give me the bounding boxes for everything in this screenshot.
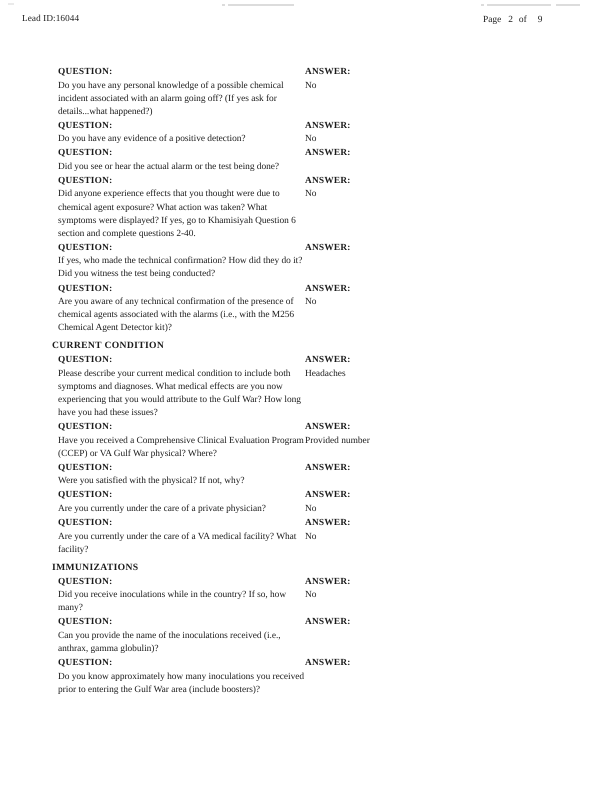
qa-block bbox=[52, 576, 560, 616]
qa-block bbox=[52, 120, 560, 147]
qa-block bbox=[52, 283, 560, 336]
scan-artifact bbox=[8, 3, 14, 5]
qa-block bbox=[52, 657, 560, 697]
question-text: Do you have any evidence of a positive detection? bbox=[58, 134, 246, 145]
page-number-of: of bbox=[518, 15, 527, 25]
qa-text-row bbox=[52, 133, 560, 146]
page-number-label: Page bbox=[483, 15, 502, 25]
qa-text-row bbox=[52, 503, 560, 516]
question-text: Did you receive inoculations while in the country? If so, how many? bbox=[58, 590, 287, 614]
question-label: QUESTION: bbox=[58, 490, 113, 501]
question-text: Are you aware of any technical confirmation of the presence of chemical agents associated with the alarms (i.e., with the M256 Chemical Agent Detector kit)? bbox=[58, 297, 295, 334]
answer-label: ANSWER: bbox=[305, 490, 351, 501]
qa-block bbox=[52, 616, 560, 656]
answer-text: Headaches bbox=[305, 368, 346, 379]
qa-label-row bbox=[52, 421, 560, 435]
answer-text: No bbox=[305, 189, 317, 200]
question-text: Can you provide the name of the inoculations received (i.e., anthrax, gamma globulin)? bbox=[58, 630, 281, 655]
answer-label: ANSWER: bbox=[305, 283, 351, 294]
qa-label-row bbox=[52, 175, 560, 189]
question-text: Are you currently under the care of a VA medical facility? What facility? bbox=[58, 531, 297, 555]
qa-block bbox=[52, 175, 560, 241]
qa-block bbox=[52, 517, 560, 557]
answer-label: ANSWER: bbox=[305, 576, 351, 587]
question-text: Please describe your current medical condition to include both symptoms and diagnoses. What medical effects are you now experiencing that you would attribute to the Gulf War? How long have you had these issues? bbox=[58, 368, 301, 419]
qa-block bbox=[52, 421, 560, 461]
qa-block bbox=[52, 462, 560, 489]
question-label: QUESTION: bbox=[58, 283, 113, 294]
qa-label-row bbox=[52, 616, 560, 630]
qa-text-row bbox=[52, 296, 560, 335]
qa-text-row bbox=[52, 188, 560, 240]
answer-label: ANSWER: bbox=[305, 617, 351, 628]
question-text: Did anyone experience effects that you thought were due to chemical agent exposure? What action was taken? What symptoms were displayed? If yes, go to Khamisiyah Question 6 section and complete questions 2-40. bbox=[58, 189, 296, 239]
answer-text: No bbox=[305, 134, 317, 145]
qa-block bbox=[52, 66, 560, 119]
qa-label-row bbox=[52, 576, 560, 590]
answer-label: ANSWER: bbox=[305, 67, 351, 77]
question-text: If yes, who made the technical confirmation? How did they do it? Did you witness the test being conducted? bbox=[58, 256, 303, 280]
scan-artifact bbox=[228, 4, 294, 6]
qa-text-row bbox=[52, 255, 560, 281]
qa-text-row bbox=[52, 435, 560, 461]
question-label: QUESTION: bbox=[58, 518, 113, 529]
answer-label: ANSWER: bbox=[305, 355, 351, 366]
answer-label: ANSWER: bbox=[305, 148, 351, 159]
question-label: QUESTION: bbox=[58, 242, 113, 253]
question-text: Are you currently under the care of a private physician? bbox=[58, 503, 266, 514]
question-label: QUESTION: bbox=[58, 120, 113, 131]
answer-label: ANSWER: bbox=[305, 462, 351, 473]
qa-label-row bbox=[52, 354, 560, 368]
answer-text: No bbox=[305, 590, 317, 601]
answer-label: ANSWER: bbox=[305, 422, 351, 433]
answer-text: No bbox=[305, 80, 317, 91]
section-heading: CURRENT CONDITION bbox=[52, 340, 165, 352]
qa-label-row bbox=[52, 489, 560, 503]
qa-label-row bbox=[52, 120, 560, 134]
question-text: Were you satisfied with the physical? If not, why? bbox=[58, 476, 245, 487]
question-label: QUESTION: bbox=[58, 576, 113, 587]
lead-id: Lead ID:16044 bbox=[22, 13, 80, 23]
page-number-current: 2 bbox=[508, 15, 513, 25]
question-label: QUESTION: bbox=[58, 658, 113, 669]
qa-text-row bbox=[52, 161, 560, 174]
qa-text-row bbox=[52, 80, 560, 119]
answer-label: ANSWER: bbox=[305, 518, 351, 529]
qa-block bbox=[52, 489, 560, 516]
page-header bbox=[0, 13, 612, 29]
qa-label-row bbox=[52, 242, 560, 256]
answer-label: ANSWER: bbox=[305, 175, 351, 186]
answer-text: No bbox=[305, 531, 317, 542]
answer-label: ANSWER: bbox=[305, 120, 351, 131]
question-label: QUESTION: bbox=[58, 422, 113, 433]
page-number-total: 9 bbox=[537, 15, 543, 25]
qa-block bbox=[52, 147, 560, 174]
answer-label: ANSWER: bbox=[305, 242, 351, 253]
qa-text-row bbox=[52, 671, 560, 697]
question-text: Have you received a Comprehensive Clinical Evaluation Program (CCEP) or VA Gulf War physical? Where? bbox=[58, 435, 304, 459]
qa-text-row bbox=[52, 531, 560, 557]
qa-text-row bbox=[52, 589, 560, 615]
qa-label-row bbox=[52, 147, 560, 161]
page-number bbox=[483, 15, 542, 25]
scan-artifact bbox=[556, 4, 580, 6]
question-label: QUESTION: bbox=[58, 355, 113, 366]
question-label: QUESTION: bbox=[58, 462, 113, 473]
answer-text: No bbox=[305, 503, 317, 514]
question-label: QUESTION: bbox=[58, 175, 113, 186]
scan-artifact bbox=[487, 4, 551, 6]
qa-text-row bbox=[52, 475, 560, 488]
answer-text: Provided number bbox=[305, 435, 370, 446]
qa-label-row bbox=[52, 66, 560, 80]
answer-label: ANSWER: bbox=[305, 658, 351, 669]
question-label: QUESTION: bbox=[58, 67, 113, 77]
qa-text-row bbox=[52, 368, 560, 420]
answer-text: No bbox=[305, 297, 317, 308]
section-heading: IMMUNIZATIONS bbox=[52, 561, 139, 573]
qa-block bbox=[52, 354, 560, 420]
question-text: Do you know approximately how many inoculations you received prior to entering the Gulf War area (include boosters)? bbox=[58, 671, 305, 695]
questionnaire-body bbox=[52, 66, 560, 698]
qa-label-row bbox=[52, 657, 560, 671]
qa-block bbox=[52, 242, 560, 282]
scan-artifact bbox=[222, 4, 225, 6]
question-text: Do you have any personal knowledge of a possible chemical incident associated with an alarm going off? (If yes ask for details...what happened?) bbox=[58, 80, 284, 117]
question-label: QUESTION: bbox=[58, 148, 113, 159]
qa-text-row bbox=[52, 630, 560, 656]
qa-label-row bbox=[52, 283, 560, 297]
qa-label-row bbox=[52, 517, 560, 531]
question-text: Did you see or hear the actual alarm or the test being done? bbox=[58, 161, 280, 172]
question-label: QUESTION: bbox=[58, 617, 113, 628]
scan-artifact bbox=[481, 4, 484, 6]
qa-label-row bbox=[52, 462, 560, 476]
